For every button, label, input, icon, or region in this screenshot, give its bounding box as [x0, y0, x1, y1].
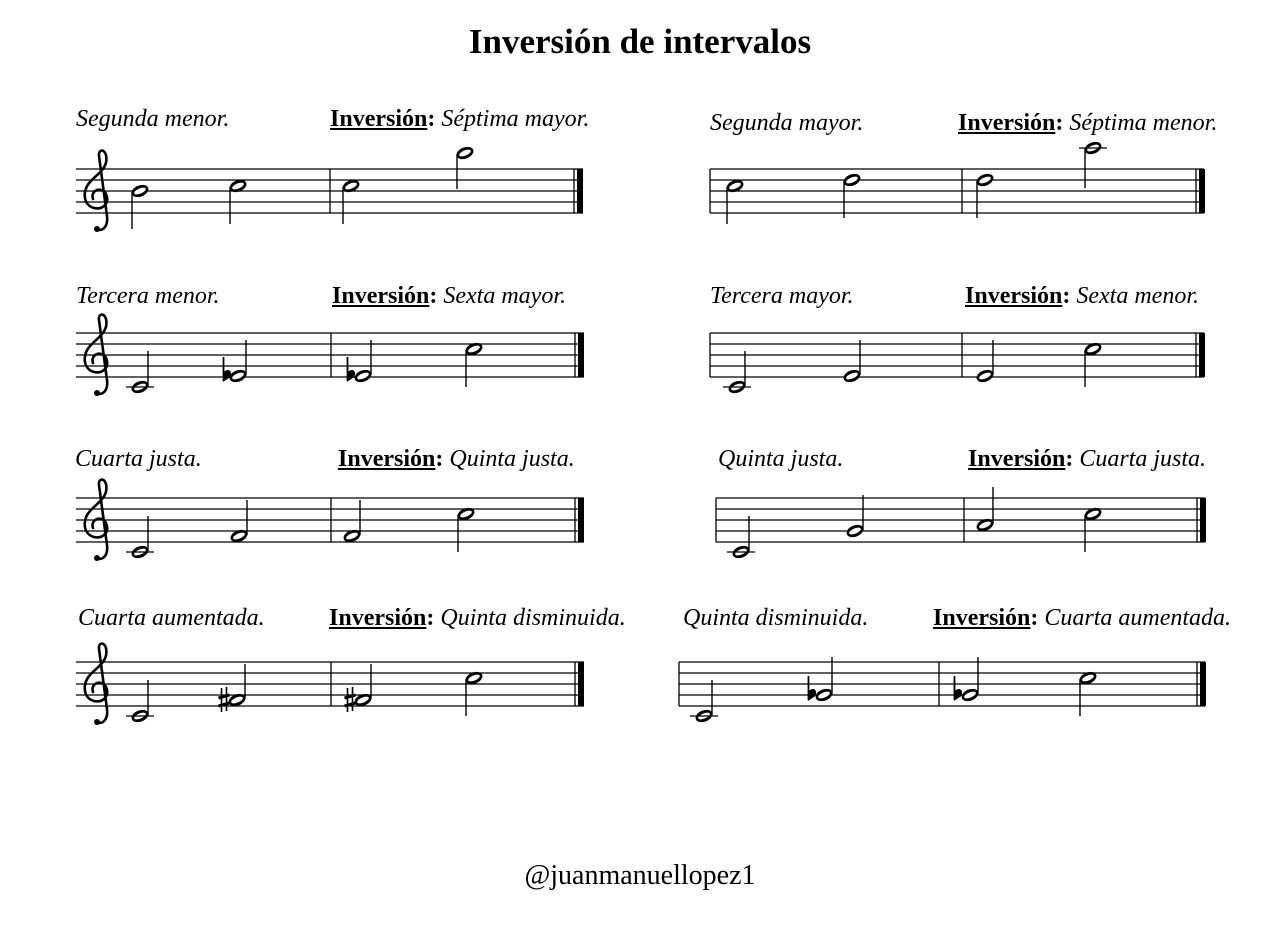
interval-label-quinta-justa: Quinta justa. — [718, 446, 844, 472]
inversion-colon: : — [1065, 446, 1074, 472]
note — [353, 340, 374, 384]
staff-quinta-disminuida — [679, 662, 1206, 706]
inversion-word: Inversión — [965, 283, 1063, 309]
inversion-word: Inversión — [330, 106, 428, 132]
note — [842, 172, 863, 218]
staff-cuarta-justa — [76, 498, 584, 542]
note — [126, 351, 154, 395]
note — [1083, 506, 1104, 552]
flat-icon — [955, 676, 962, 700]
note — [975, 487, 996, 533]
note — [227, 664, 248, 708]
inversion-word: Inversión — [329, 605, 427, 631]
note — [1083, 341, 1104, 387]
staff-segunda-mayor — [710, 169, 1205, 213]
note — [845, 495, 866, 539]
page-title: Inversión de intervalos — [468, 22, 812, 61]
note — [228, 340, 249, 384]
sharp-icon — [345, 687, 356, 712]
note — [464, 670, 485, 716]
inversion-name: Quinta disminuida. — [440, 605, 626, 631]
inversion-colon: : — [1062, 283, 1071, 309]
staff-tercera-menor — [76, 333, 584, 377]
interval-label-quinta-disminuida: Quinta disminuida. — [683, 605, 869, 631]
flat-icon — [809, 676, 816, 700]
inversion-name: Cuarta aumentada. — [1044, 605, 1232, 631]
note — [727, 516, 755, 560]
note — [723, 351, 751, 395]
inversion-word: Inversión — [338, 446, 436, 472]
staff-cuarta-aumentada — [76, 662, 584, 706]
inversion-colon: : — [429, 283, 438, 309]
staff-tercera-mayor — [710, 333, 1205, 377]
inversion-colon: : — [435, 446, 444, 472]
note — [130, 183, 151, 229]
author-handle: @juanmanuellopez1 — [524, 860, 756, 891]
note — [690, 680, 718, 724]
staff-quinta-justa — [716, 498, 1206, 542]
note — [464, 341, 485, 387]
note — [975, 172, 996, 218]
inversion-word: Inversión — [933, 605, 1031, 631]
note — [1079, 140, 1107, 188]
sharp-icon — [219, 687, 230, 712]
note — [455, 145, 476, 189]
note — [975, 340, 996, 384]
inversion-name: Sexta mayor. — [443, 283, 566, 309]
interval-label-tercera-mayor: Tercera mayor. — [710, 283, 854, 309]
note — [126, 680, 154, 724]
note — [814, 657, 835, 703]
note — [342, 500, 363, 544]
note — [353, 664, 374, 708]
note — [456, 506, 477, 552]
note — [229, 500, 250, 544]
flat-icon — [224, 357, 231, 381]
note — [842, 340, 863, 384]
interval-label-cuarta-aumentada: Cuarta aumentada. — [78, 605, 265, 631]
inversion-colon: : — [1030, 605, 1039, 631]
interval-label-tercera-menor: Tercera menor. — [76, 283, 220, 309]
interval-label-segunda-mayor: Segunda mayor. — [710, 110, 864, 136]
inversion-colon: : — [1055, 110, 1064, 136]
inversion-name: Sexta menor. — [1076, 283, 1199, 309]
interval-label-cuarta-justa: Cuarta justa. — [75, 446, 202, 472]
note — [960, 657, 981, 703]
inversion-colon: : — [426, 605, 435, 631]
interval-label-segunda-menor: Segunda menor. — [76, 106, 230, 132]
note — [725, 178, 746, 224]
inversion-colon: : — [427, 106, 436, 132]
note — [341, 178, 362, 224]
note — [126, 516, 154, 560]
inversion-word: Inversión — [958, 110, 1056, 136]
inversion-name: Séptima menor. — [1069, 110, 1218, 136]
staff-segunda-menor — [76, 169, 583, 213]
inversion-word: Inversión — [332, 283, 430, 309]
inversion-name: Séptima mayor. — [441, 106, 590, 132]
note — [1078, 670, 1099, 716]
inversion-word: Inversión — [968, 446, 1066, 472]
flat-icon — [348, 357, 355, 381]
note — [228, 178, 249, 224]
inversion-name: Quinta justa. — [449, 446, 575, 472]
inversion-name: Cuarta justa. — [1079, 446, 1207, 472]
